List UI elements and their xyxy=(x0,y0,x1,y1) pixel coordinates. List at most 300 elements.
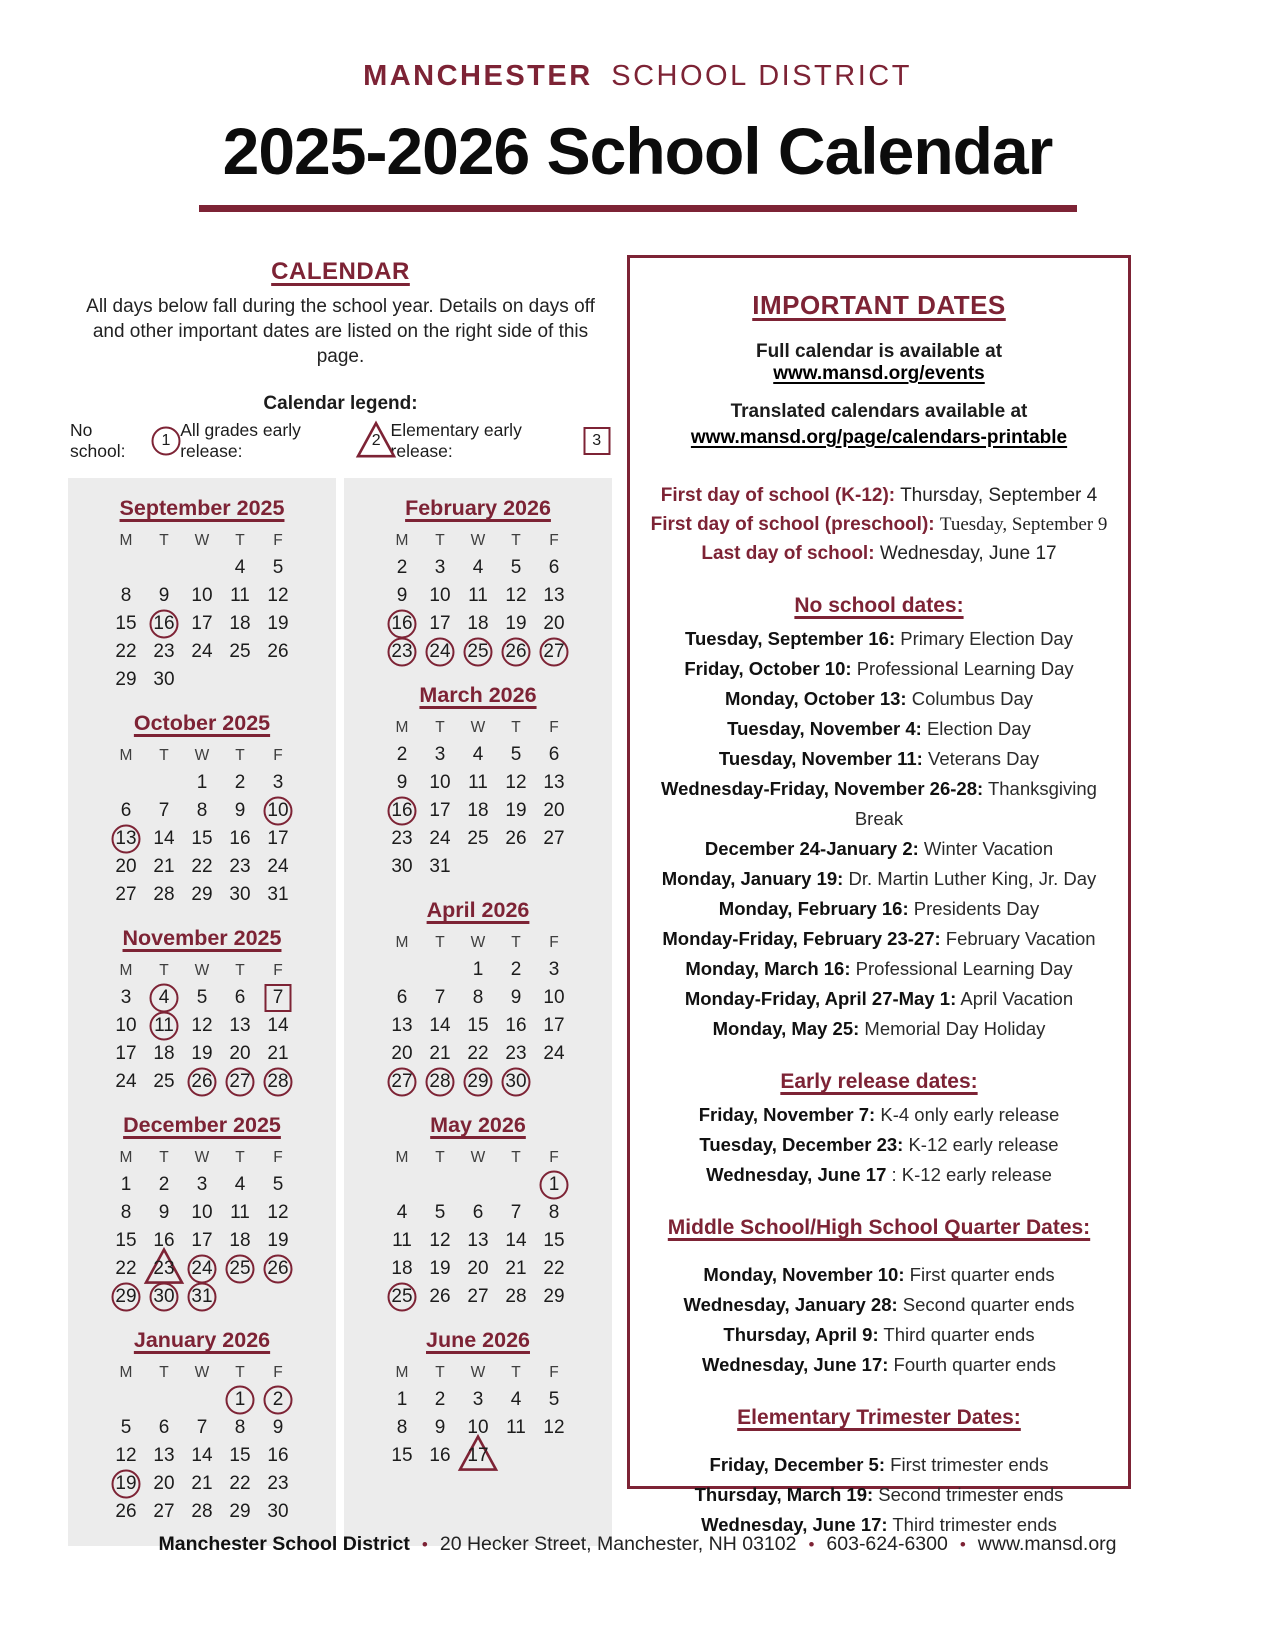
weekday-label: F xyxy=(549,532,559,549)
day-number: 21 xyxy=(505,1258,527,1279)
empty-day-cell xyxy=(145,1386,183,1414)
events-link[interactable]: www.mansd.org/events xyxy=(773,363,985,384)
day-cell xyxy=(383,582,421,610)
weekday-label: F xyxy=(273,747,283,764)
day-cell xyxy=(459,1386,497,1414)
legend-item-circle xyxy=(70,420,180,462)
date-item-label: Tuesday, November 4: xyxy=(727,718,922,739)
day-cell xyxy=(259,769,297,797)
day-number: 17 xyxy=(191,613,213,634)
week-row xyxy=(68,1227,336,1255)
date-item-value: Professional Learning Day xyxy=(855,958,1073,979)
day-number: 17 xyxy=(191,1230,213,1251)
calendar-heading: CALENDAR xyxy=(271,258,410,285)
weekday-label: T xyxy=(159,962,169,979)
day-cell xyxy=(535,638,573,666)
date-item xyxy=(648,1290,1110,1320)
day-number: 20 xyxy=(543,800,565,821)
day-number: 24 xyxy=(267,856,289,877)
day-cell xyxy=(221,1171,259,1199)
day-cell xyxy=(535,1040,573,1068)
day-cell xyxy=(107,1227,145,1255)
day-number: 20 xyxy=(153,1473,175,1494)
day-cell xyxy=(459,554,497,582)
day-number: 4 xyxy=(158,987,170,1008)
day-number: 12 xyxy=(505,585,527,606)
weekday-label: W xyxy=(194,747,210,764)
day-cell xyxy=(383,769,421,797)
day-number: 21 xyxy=(191,1473,213,1494)
day-cell xyxy=(459,1068,497,1096)
key-dates xyxy=(648,481,1110,568)
week-row xyxy=(344,1171,612,1199)
empty-day-cell xyxy=(221,666,259,694)
day-cell xyxy=(535,1012,573,1040)
day-number: 8 xyxy=(120,1202,132,1223)
weekday-label: T xyxy=(511,532,521,549)
month-title: March 2026 xyxy=(419,683,537,707)
day-number: 17 xyxy=(267,828,289,849)
date-item xyxy=(648,714,1110,744)
day-number: 6 xyxy=(548,744,560,765)
day-number: 13 xyxy=(391,1015,413,1036)
day-cell xyxy=(459,1442,497,1470)
month-title: October 2025 xyxy=(133,711,271,735)
day-cell xyxy=(421,1283,459,1311)
day-number: 11 xyxy=(506,1417,526,1438)
important-dates-title: IMPORTANT DATES xyxy=(752,290,1006,320)
week-row xyxy=(344,582,612,610)
weekday-label: W xyxy=(470,1364,486,1381)
day-number: 15 xyxy=(191,828,213,849)
legend-heading: Calendar legend: xyxy=(263,393,418,414)
day-number: 8 xyxy=(234,1417,246,1438)
day-number: 15 xyxy=(229,1445,251,1466)
day-cell xyxy=(459,638,497,666)
day-number: 9 xyxy=(272,1417,284,1438)
day-cell xyxy=(421,1012,459,1040)
day-cell xyxy=(145,984,183,1012)
section-heading: Middle School/High School Quarter Dates: xyxy=(667,1216,1091,1239)
week-row xyxy=(68,881,336,909)
day-number: 2 xyxy=(234,772,246,793)
day-number: 31 xyxy=(429,856,451,877)
day-cell xyxy=(107,797,145,825)
weekday-header-row xyxy=(68,1145,336,1171)
day-cell xyxy=(221,610,259,638)
day-cell xyxy=(183,1227,221,1255)
day-number: 10 xyxy=(543,987,565,1008)
date-item-label: Wednesday, January 28: xyxy=(683,1294,898,1315)
date-item xyxy=(648,984,1110,1014)
day-number: 5 xyxy=(272,1174,284,1195)
month-title: April 2026 xyxy=(426,898,530,922)
day-cell xyxy=(107,1040,145,1068)
week-row xyxy=(68,554,336,582)
day-cell xyxy=(383,554,421,582)
weekday-label: M xyxy=(395,1364,409,1381)
day-number: 28 xyxy=(505,1286,527,1307)
day-number: 8 xyxy=(548,1202,560,1223)
day-cell xyxy=(497,1068,535,1096)
day-number: 13 xyxy=(115,828,137,849)
key-date-label: First day of school (K-12): xyxy=(660,485,896,506)
day-cell xyxy=(459,956,497,984)
month-title: December 2025 xyxy=(123,1113,281,1137)
day-cell xyxy=(145,1498,183,1526)
week-row xyxy=(68,666,336,694)
day-cell xyxy=(535,1386,573,1414)
date-item-value: April Vacation xyxy=(960,988,1074,1009)
month-december-2025 xyxy=(68,1113,336,1311)
day-cell xyxy=(259,554,297,582)
day-number: 9 xyxy=(434,1417,446,1438)
empty-day-cell xyxy=(183,554,221,582)
weekday-header-row xyxy=(344,1145,612,1171)
day-cell xyxy=(145,1040,183,1068)
day-number: 24 xyxy=(191,641,213,662)
day-number: 11 xyxy=(392,1230,412,1251)
weekday-label: T xyxy=(511,1364,521,1381)
day-number: 30 xyxy=(267,1501,289,1522)
calendar-intro-line1: All days below fall during the school year. Details on days off xyxy=(86,296,595,317)
day-cell xyxy=(221,797,259,825)
day-cell xyxy=(421,1414,459,1442)
day-number: 19 xyxy=(505,613,527,634)
day-number: 25 xyxy=(391,1286,413,1307)
key-date-label: First day of school (preschool): xyxy=(650,514,935,535)
day-cell xyxy=(259,1386,297,1414)
date-item-label: Monday, January 19: xyxy=(661,868,844,889)
day-number: 15 xyxy=(115,1230,137,1251)
date-item xyxy=(648,954,1110,984)
date-item xyxy=(648,924,1110,954)
day-number: 20 xyxy=(467,1258,489,1279)
day-number: 3 xyxy=(196,1174,208,1195)
day-cell xyxy=(221,1470,259,1498)
day-cell xyxy=(421,1040,459,1068)
day-cell xyxy=(183,638,221,666)
day-number: 5 xyxy=(272,557,284,578)
week-row xyxy=(344,610,612,638)
date-item xyxy=(648,684,1110,714)
day-cell xyxy=(183,1040,221,1068)
day-number: 9 xyxy=(158,1202,170,1223)
day-number: 25 xyxy=(467,828,489,849)
day-cell xyxy=(183,769,221,797)
day-number: 16 xyxy=(505,1015,527,1036)
weekday-label: F xyxy=(273,1364,283,1381)
week-row xyxy=(344,984,612,1012)
day-number: 19 xyxy=(115,1473,137,1494)
day-cell xyxy=(145,1283,183,1311)
day-number: 26 xyxy=(115,1501,137,1522)
day-cell xyxy=(459,984,497,1012)
day-number: 12 xyxy=(267,585,289,606)
day-cell xyxy=(459,582,497,610)
day-number: 16 xyxy=(429,1445,451,1466)
date-item-label: Thursday, March 19: xyxy=(694,1484,874,1505)
day-cell xyxy=(259,1255,297,1283)
day-number: 30 xyxy=(391,856,413,877)
day-number: 29 xyxy=(467,1071,489,1092)
empty-day-cell xyxy=(107,769,145,797)
day-cell xyxy=(259,1040,297,1068)
date-item-value: K-4 only early release xyxy=(880,1104,1060,1125)
week-row xyxy=(68,1040,336,1068)
date-item-value: February Vacation xyxy=(945,928,1096,949)
page-title: 2025-2026 School Calendar xyxy=(222,114,1053,188)
date-item-value: Veterans Day xyxy=(928,748,1040,769)
date-item xyxy=(648,1014,1110,1044)
day-number: 8 xyxy=(120,585,132,606)
day-number: 12 xyxy=(429,1230,451,1251)
weekday-label: M xyxy=(395,934,409,951)
day-cell xyxy=(107,1012,145,1040)
date-item-label: Wednesday-Friday, November 26-28: xyxy=(661,778,984,799)
day-cell xyxy=(221,984,259,1012)
empty-day-cell xyxy=(183,666,221,694)
week-row xyxy=(68,1283,336,1311)
day-cell xyxy=(497,610,535,638)
date-item-value: Columbus Day xyxy=(911,688,1034,709)
date-item-label: Monday, May 25: xyxy=(712,1018,860,1039)
day-cell xyxy=(259,582,297,610)
day-number: 22 xyxy=(543,1258,565,1279)
weekday-label: T xyxy=(435,719,445,736)
weekday-label: F xyxy=(549,719,559,736)
day-cell xyxy=(183,582,221,610)
day-number: 7 xyxy=(158,800,170,821)
day-cell xyxy=(535,1199,573,1227)
weekday-label: F xyxy=(549,934,559,951)
day-number: 20 xyxy=(115,856,137,877)
calendar-column xyxy=(68,258,613,1546)
day-cell xyxy=(107,1199,145,1227)
day-number: 16 xyxy=(153,613,175,634)
day-cell xyxy=(107,881,145,909)
day-number: 3 xyxy=(120,987,132,1008)
day-number: 17 xyxy=(467,1445,489,1466)
weekday-header-row xyxy=(344,528,612,554)
day-number: 22 xyxy=(467,1043,489,1064)
weekday-label: W xyxy=(470,1149,486,1166)
date-item xyxy=(648,654,1110,684)
day-number: 7 xyxy=(272,987,284,1008)
week-row xyxy=(68,610,336,638)
day-cell xyxy=(183,1012,221,1040)
day-cell xyxy=(221,1498,259,1526)
section-heading: Elementary Trimester Dates: xyxy=(737,1406,1021,1429)
date-item-value: Third trimester ends xyxy=(892,1514,1057,1535)
day-number: 31 xyxy=(191,1286,213,1307)
calendar-intro xyxy=(68,294,613,369)
day-cell xyxy=(145,797,183,825)
day-cell xyxy=(259,1414,297,1442)
day-number: 9 xyxy=(510,987,522,1008)
day-number: 31 xyxy=(267,884,289,905)
day-cell xyxy=(259,1199,297,1227)
footer-info: 603-624-6300 xyxy=(826,1533,948,1555)
day-number: 15 xyxy=(543,1230,565,1251)
day-number: 9 xyxy=(234,800,246,821)
date-item-value: K-12 early release xyxy=(908,1134,1059,1155)
day-cell xyxy=(107,1171,145,1199)
day-number: 17 xyxy=(115,1043,137,1064)
day-cell xyxy=(383,741,421,769)
day-cell xyxy=(535,554,573,582)
weekday-header-row xyxy=(344,930,612,956)
footer-separator: • xyxy=(421,1535,428,1554)
date-item-value: Second trimester ends xyxy=(878,1484,1064,1505)
date-item-label: Monday, February 16: xyxy=(718,898,909,919)
day-cell xyxy=(145,1255,183,1283)
date-item-label: Friday, October 10: xyxy=(684,658,852,679)
day-number: 27 xyxy=(115,884,137,905)
date-item-value: Fourth quarter ends xyxy=(893,1354,1057,1375)
week-row xyxy=(344,1199,612,1227)
day-cell xyxy=(221,1040,259,1068)
day-cell xyxy=(497,797,535,825)
date-item xyxy=(648,1480,1110,1510)
day-cell xyxy=(459,1227,497,1255)
day-cell xyxy=(459,825,497,853)
week-row xyxy=(68,582,336,610)
weekday-label: W xyxy=(194,1364,210,1381)
week-row xyxy=(344,1442,612,1470)
day-number: 19 xyxy=(429,1258,451,1279)
weekday-label: M xyxy=(395,719,409,736)
day-number: 1 xyxy=(234,1389,246,1410)
weekday-label: M xyxy=(395,1149,409,1166)
day-number: 23 xyxy=(153,1258,175,1279)
day-number: 2 xyxy=(434,1389,446,1410)
day-number: 24 xyxy=(543,1043,565,1064)
day-cell xyxy=(221,1255,259,1283)
day-cell xyxy=(107,1442,145,1470)
day-cell xyxy=(497,1199,535,1227)
day-cell xyxy=(145,1470,183,1498)
day-cell xyxy=(183,1442,221,1470)
day-number: 19 xyxy=(267,1230,289,1251)
day-cell xyxy=(221,582,259,610)
weekday-label: T xyxy=(435,934,445,951)
day-cell xyxy=(259,797,297,825)
legend-item-triangle xyxy=(180,420,390,462)
day-cell xyxy=(221,881,259,909)
day-number: 5 xyxy=(510,744,522,765)
important-dates-sections xyxy=(648,594,1110,1540)
day-cell xyxy=(259,1068,297,1096)
day-cell xyxy=(459,741,497,769)
day-number: 5 xyxy=(120,1417,132,1438)
weekday-label: F xyxy=(549,1364,559,1381)
date-item-value: Professional Learning Day xyxy=(856,658,1074,679)
empty-day-cell xyxy=(183,1386,221,1414)
date-item-value: Dr. Martin Luther King, Jr. Day xyxy=(848,868,1097,889)
weekday-label: F xyxy=(273,532,283,549)
legend-label: All grades early release: xyxy=(180,420,301,461)
section-item-list xyxy=(648,1260,1110,1380)
day-number: 13 xyxy=(229,1015,251,1036)
month-panel-left xyxy=(68,478,336,1546)
day-cell xyxy=(259,610,297,638)
day-number: 3 xyxy=(272,772,284,793)
day-number: 3 xyxy=(472,1389,484,1410)
day-number: 30 xyxy=(153,669,175,690)
header-divider xyxy=(199,205,1077,212)
day-number: 12 xyxy=(543,1417,565,1438)
month-september-2025 xyxy=(68,496,336,694)
day-number: 22 xyxy=(191,856,213,877)
day-cell xyxy=(535,1414,573,1442)
day-number: 4 xyxy=(234,557,246,578)
day-cell xyxy=(221,1012,259,1040)
footer-website-link[interactable]: www.mansd.org xyxy=(977,1533,1117,1555)
day-cell xyxy=(145,1442,183,1470)
week-row xyxy=(344,956,612,984)
week-row xyxy=(68,984,336,1012)
date-item-label: Monday-Friday, February 23-27: xyxy=(662,928,941,949)
day-number: 14 xyxy=(191,1445,213,1466)
date-item xyxy=(648,624,1110,654)
footer-district-name: Manchester School District xyxy=(158,1533,410,1555)
weekday-label: T xyxy=(235,747,245,764)
day-cell xyxy=(145,1068,183,1096)
day-number: 27 xyxy=(153,1501,175,1522)
day-number: 26 xyxy=(267,641,289,662)
key-date-line xyxy=(648,481,1110,510)
date-item-label: December 24-January 2: xyxy=(704,838,919,859)
day-number: 29 xyxy=(229,1501,251,1522)
day-cell xyxy=(459,1255,497,1283)
day-number: 18 xyxy=(391,1258,413,1279)
day-number: 17 xyxy=(429,800,451,821)
legend-item-square xyxy=(391,420,611,462)
day-number: 27 xyxy=(467,1286,489,1307)
day-number: 4 xyxy=(472,744,484,765)
day-number: 26 xyxy=(505,641,527,662)
day-number: 18 xyxy=(229,613,251,634)
date-item-label: Friday, November 7: xyxy=(698,1104,876,1125)
weekday-label: T xyxy=(235,1149,245,1166)
empty-day-cell xyxy=(535,853,573,881)
day-number: 27 xyxy=(229,1071,251,1092)
translated-text: Translated calendars available at xyxy=(730,401,1028,422)
day-cell xyxy=(421,1442,459,1470)
day-number: 10 xyxy=(267,800,289,821)
weekday-label: T xyxy=(235,1364,245,1381)
day-number: 20 xyxy=(391,1043,413,1064)
date-item xyxy=(648,1160,1110,1190)
day-number: 12 xyxy=(267,1202,289,1223)
month-title: September 2025 xyxy=(119,496,285,520)
day-cell xyxy=(383,1386,421,1414)
day-cell xyxy=(221,1386,259,1414)
printable-calendars-link[interactable]: www.mansd.org/page/calendars-printable xyxy=(690,427,1068,448)
weekday-label: W xyxy=(470,719,486,736)
day-number: 11 xyxy=(468,585,488,606)
day-cell xyxy=(421,582,459,610)
empty-day-cell xyxy=(383,1171,421,1199)
day-cell xyxy=(421,797,459,825)
empty-day-cell xyxy=(107,1386,145,1414)
weekday-header-row xyxy=(68,1360,336,1386)
day-number: 9 xyxy=(158,585,170,606)
month-june-2026 xyxy=(344,1328,612,1470)
day-number: 5 xyxy=(548,1389,560,1410)
weekday-label: M xyxy=(119,962,133,979)
